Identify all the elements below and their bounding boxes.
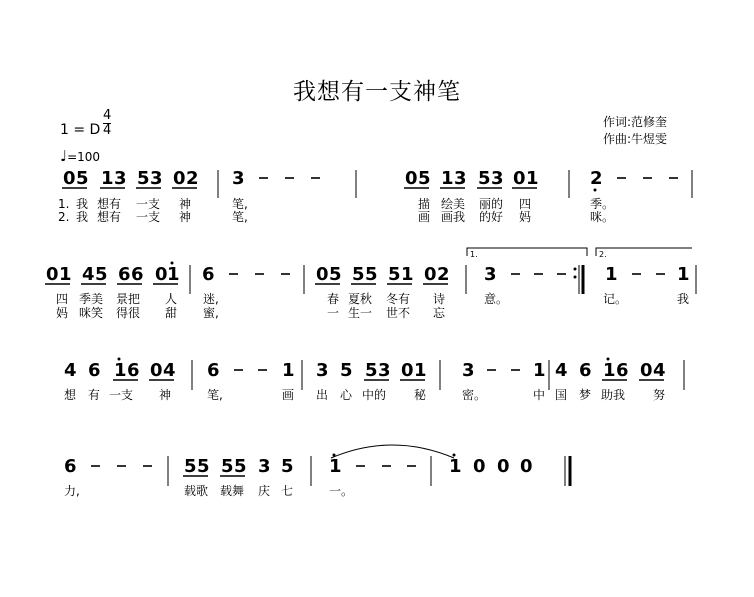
- lyric-text: 中的: [362, 388, 387, 402]
- note: 5: [478, 168, 491, 189]
- note: 0: [513, 168, 526, 189]
- lyric-text: 我: [76, 197, 89, 211]
- note: 6: [118, 264, 131, 285]
- note: 1: [59, 264, 72, 285]
- note: 2: [437, 264, 450, 285]
- lyric-text: 一支: [136, 197, 161, 211]
- note: 3: [462, 360, 475, 381]
- volta-2: [596, 248, 692, 259]
- lyric-text: 的好: [479, 210, 504, 224]
- lyric-text: 我: [677, 292, 690, 306]
- lyric-text: 梦: [579, 388, 592, 402]
- note: 6: [131, 264, 144, 285]
- lyric-text: 笔,: [207, 388, 223, 402]
- note: 5: [281, 456, 294, 477]
- note: 6: [64, 456, 77, 477]
- note: 5: [234, 456, 247, 477]
- lyric-text: 四: [519, 197, 532, 211]
- note: 5: [221, 456, 234, 477]
- note: 0: [401, 360, 414, 381]
- repeat-dot: [574, 276, 577, 279]
- lyric-text: 想有: [97, 210, 122, 224]
- note: 1: [167, 264, 180, 285]
- note: 0: [640, 360, 653, 381]
- lyric-text: 咪笑: [79, 306, 104, 320]
- lyric-text: 一: [327, 306, 340, 320]
- lyric-text: 人: [165, 292, 178, 306]
- note: 0: [424, 264, 437, 285]
- lyric-text: 想有: [97, 197, 122, 211]
- key-signature: 1 = D: [60, 122, 101, 138]
- note: 2: [590, 168, 603, 189]
- note: 3: [484, 264, 497, 285]
- note: 4: [163, 360, 176, 381]
- lyric-text: 载舞: [220, 484, 245, 498]
- note: 3: [232, 168, 245, 189]
- lyric-text: 2.: [58, 210, 70, 224]
- lyric-text: 生一: [348, 306, 373, 320]
- note: 4: [653, 360, 666, 381]
- octave-dot-upper: [333, 454, 336, 457]
- lyric-text: 七: [281, 484, 294, 498]
- lyric-text: 想: [64, 388, 77, 402]
- quarter-note-icon: ♩: [60, 147, 68, 165]
- note: 5: [76, 168, 89, 189]
- note: 0: [316, 264, 329, 285]
- lyric-text: 世不: [386, 306, 411, 320]
- lyric-text: 冬有: [386, 292, 411, 306]
- lyric-text: 妈: [56, 306, 69, 320]
- octave-dot-upper: [118, 358, 121, 361]
- lyric-text: 神: [159, 388, 172, 402]
- note: 1: [282, 360, 295, 381]
- octave-dot-upper: [453, 454, 456, 457]
- lyric-text: 神: [179, 210, 192, 224]
- note: 1: [603, 360, 616, 381]
- note: 1: [526, 168, 539, 189]
- lyric-text: 记。: [603, 292, 628, 306]
- note: 4: [555, 360, 568, 381]
- lyric-text: 助我: [601, 388, 626, 402]
- composer-credit: 作曲:牛煜雯: [603, 132, 668, 146]
- repeat-dot: [574, 268, 577, 271]
- note: 5: [329, 264, 342, 285]
- lyric-text: 咪。: [590, 210, 615, 224]
- lyric-text: 绘美: [441, 197, 466, 211]
- lyric-text: 一支: [136, 210, 161, 224]
- lyric-text: 忘: [433, 306, 446, 320]
- lyric-text: 出: [316, 388, 329, 402]
- lyric-text: 国: [555, 388, 568, 402]
- lyric-text: 密。: [462, 388, 487, 402]
- note: 5: [418, 168, 431, 189]
- note: 0: [473, 456, 486, 477]
- lyric-text: 四: [56, 292, 69, 306]
- note: 3: [114, 168, 127, 189]
- lyric-text: 景把: [116, 292, 141, 306]
- lyric-text: 得很: [116, 306, 141, 320]
- lyric-text: 一。: [329, 484, 354, 498]
- volta-1-label: 1.: [470, 250, 478, 259]
- note: 5: [340, 360, 353, 381]
- note: 0: [155, 264, 168, 285]
- lyric-text: 描: [418, 197, 431, 211]
- note: 4: [64, 360, 77, 381]
- lyric-text: 神: [179, 197, 192, 211]
- note: 5: [197, 456, 210, 477]
- note: 0: [46, 264, 59, 285]
- note: 1: [441, 168, 454, 189]
- note: 1: [401, 264, 414, 285]
- lyric-text: 有: [88, 388, 101, 402]
- note: 6: [127, 360, 140, 381]
- time-signature-bottom: 4: [103, 123, 112, 138]
- lyric-text: 妈: [519, 210, 532, 224]
- lyric-text: 1.: [58, 197, 70, 211]
- lyric-text: 甜: [165, 306, 178, 320]
- note: 6: [579, 360, 592, 381]
- note: 0: [520, 456, 533, 477]
- note: 6: [88, 360, 101, 381]
- note: 1: [605, 264, 618, 285]
- note: 5: [365, 264, 378, 285]
- lyric-text: 庆: [258, 484, 271, 498]
- lyric-text: 秘: [414, 388, 427, 402]
- lyric-text: 季。: [590, 197, 615, 211]
- lyric-text: 画: [418, 210, 431, 224]
- note: 2: [186, 168, 199, 189]
- note: 1: [414, 360, 427, 381]
- lyric-text: 笔,: [232, 210, 248, 224]
- note: 0: [497, 456, 510, 477]
- note: 0: [150, 360, 163, 381]
- note: 1: [101, 168, 114, 189]
- lyric-text: 我: [76, 210, 89, 224]
- lyricist-credit: 作词:范修奎: [603, 115, 668, 129]
- octave-dot-lower: [594, 189, 597, 192]
- note: 3: [150, 168, 163, 189]
- lyric-text: 笔,: [232, 197, 248, 211]
- lyric-text: 蜜,: [203, 306, 219, 320]
- lyric-text: 心: [340, 388, 353, 402]
- lyric-text: 画我: [441, 210, 466, 224]
- note: 6: [616, 360, 629, 381]
- lyric-text: 中: [533, 388, 546, 402]
- note: 5: [184, 456, 197, 477]
- note: 5: [388, 264, 401, 285]
- note: 3: [454, 168, 467, 189]
- note: 5: [352, 264, 365, 285]
- note: 5: [95, 264, 108, 285]
- lyric-text: 一支: [109, 388, 134, 402]
- note: 3: [316, 360, 329, 381]
- tempo-value: =100: [67, 150, 101, 164]
- song-title: 我想有一支神笔: [293, 79, 461, 105]
- note: 0: [173, 168, 186, 189]
- lyric-text: 诗: [433, 292, 446, 306]
- note: 1: [677, 264, 690, 285]
- note: 6: [202, 264, 215, 285]
- lyric-text: 夏秋: [348, 292, 373, 306]
- lyric-text: 丽的: [479, 197, 504, 211]
- volta-1: [467, 248, 587, 259]
- note: 3: [378, 360, 391, 381]
- note: 1: [449, 456, 462, 477]
- lyric-text: 力,: [64, 484, 80, 498]
- lyric-text: 春: [327, 292, 340, 306]
- lyric-text: 意。: [484, 292, 509, 306]
- note: 6: [207, 360, 220, 381]
- note: 5: [365, 360, 378, 381]
- note: 1: [114, 360, 127, 381]
- lyric-text: 载歌: [184, 484, 209, 498]
- lyric-text: 画: [282, 388, 295, 402]
- lyric-text: 季美: [79, 292, 104, 306]
- note: 0: [405, 168, 418, 189]
- octave-dot-upper: [171, 262, 174, 265]
- note: 3: [491, 168, 504, 189]
- octave-dot-upper: [607, 358, 610, 361]
- note: 3: [258, 456, 271, 477]
- time-signature-top: 4: [103, 108, 112, 123]
- lyric-text: 迷,: [203, 292, 219, 306]
- note: 1: [533, 360, 546, 381]
- note: 4: [82, 264, 95, 285]
- tie-slur: [331, 445, 454, 458]
- note: 0: [63, 168, 76, 189]
- volta-2-label: 2.: [599, 250, 607, 259]
- note: 1: [329, 456, 342, 477]
- lyric-text: 努: [653, 388, 666, 402]
- note: 5: [137, 168, 150, 189]
